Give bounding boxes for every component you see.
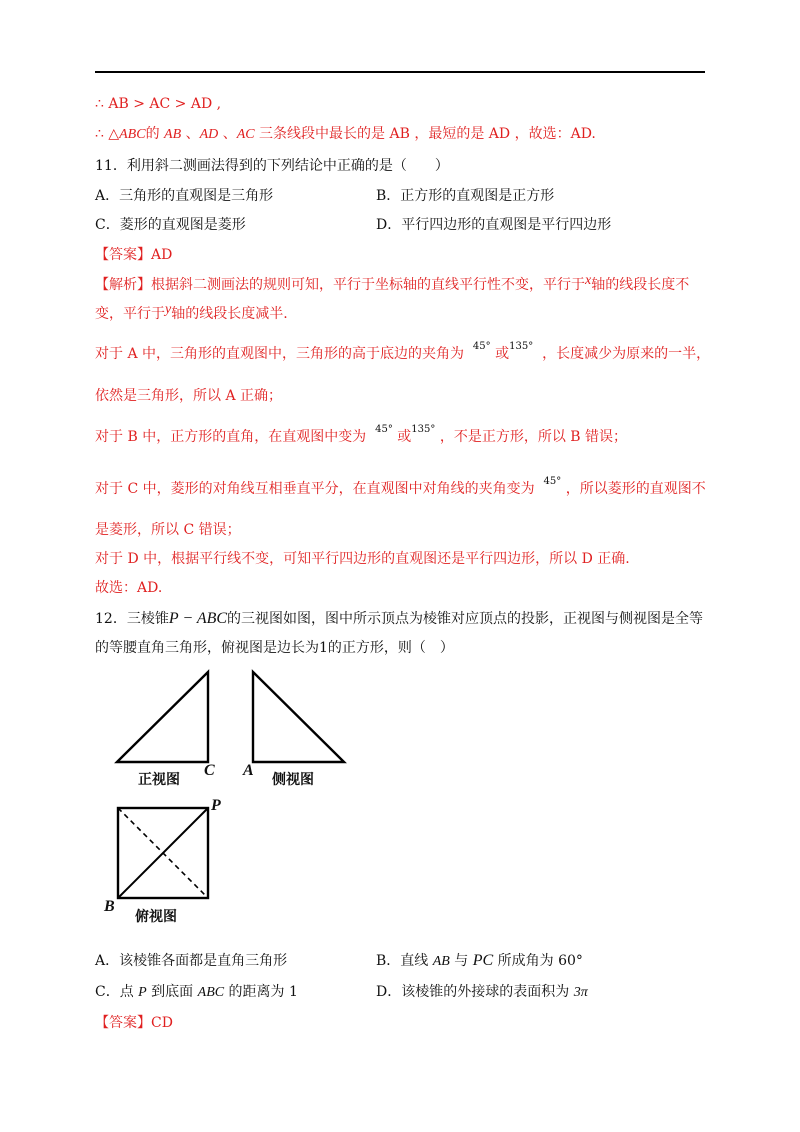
q11-analysis-c: 对于 C 中，菱形的对角线互相垂直平分，在直观图中对角线的夹角变为 $^{45^\circ}$ ，所以菱形的直观图不 <box>95 476 706 497</box>
q11-stem: 11．利用斜二测画法得到的下列结论中正确的是（ ） <box>95 158 449 174</box>
q12-answer: 【答案】CD <box>95 1015 173 1031</box>
q11-analysis-c-2: 是菱形，所以 C 错误； <box>95 522 241 538</box>
q12-stem-2: 的等腰直角三角形，俯视图是边长为1的正方形，则（ ） <box>95 640 454 656</box>
q12-option-c: C．点 P 到底面 ABC 的距离为 1 <box>95 984 298 1000</box>
q11-analysis-d: 对于 D 中，根据平行线不变，可知平行四边形的直观图还是平行四边形，所以 D 正确. <box>95 551 630 567</box>
prev-conclusion-2: ∴ △ABC的 AB 、AD 、AC 三条线段中最长的是 AB ，最短的是 AD ，故选：AD. <box>95 126 596 142</box>
vertex-label-b: B <box>104 898 115 915</box>
side-view-triangle <box>253 672 344 762</box>
q11-option-c: C．菱形的直观图是菱形 <box>95 217 246 233</box>
q11-analysis-a-2: 依然是三角形，所以 A 正确； <box>95 388 283 404</box>
top-view-caption: 俯视图 <box>135 909 177 925</box>
side-view-caption: 侧视图 <box>272 772 314 788</box>
q12-option-a: A．该棱锥各面都是直角三角形 <box>95 953 288 969</box>
q11-analysis-a: 对于 A 中，三角形的直观图中，三角形的高于底边的夹角为 $^{45^\circ}$ 或$^{135^\circ}$ ，长度减少为原来的一半， <box>95 341 711 362</box>
q12-option-d: D．该棱锥的外接球的表面积为 3π <box>376 984 588 1000</box>
vertex-label-p: P <box>211 797 221 814</box>
front-view-triangle <box>117 672 208 762</box>
three-view-figure <box>100 665 360 935</box>
q12-option-b: B．直线 AB 与 PC 所成角为 60° <box>376 952 583 969</box>
q11-option-a: A．三角形的直观图是三角形 <box>95 188 274 204</box>
q11-answer: 【答案】AD <box>95 247 173 263</box>
header-rule <box>95 71 705 73</box>
q11-explanation-1: 【解析】根据斜二测画法的规则可知，平行于坐标轴的直线平行性不变，平行于x轴的线段长度不 <box>95 273 690 293</box>
q11-option-b: B．正方形的直观图是正方形 <box>376 188 555 204</box>
vertex-label-a: A <box>243 762 254 779</box>
q11-conclusion: 故选：AD. <box>95 580 163 596</box>
front-view-caption: 正视图 <box>138 772 180 788</box>
q11-explanation-2: 变，平行于y轴的线段长度减半. <box>95 302 288 322</box>
q11-option-d: D．平行四边形的直观图是平行四边形 <box>376 217 612 233</box>
q11-analysis-b: 对于 B 中，正方形的直角，在直观图中变为 $^{45^\circ}$ 或$^{135^\circ}$ ，不是正方形，所以 B 错误； <box>95 424 628 445</box>
prev-conclusion-1: ∴ AB > AC > AD , <box>95 96 222 112</box>
q12-stem-1: 12．三棱锥P − ABC的三视图如图，图中所示顶点为棱锥对应顶点的投影，正视图与侧视图是全等 <box>95 610 704 627</box>
vertex-label-c: C <box>204 762 215 779</box>
